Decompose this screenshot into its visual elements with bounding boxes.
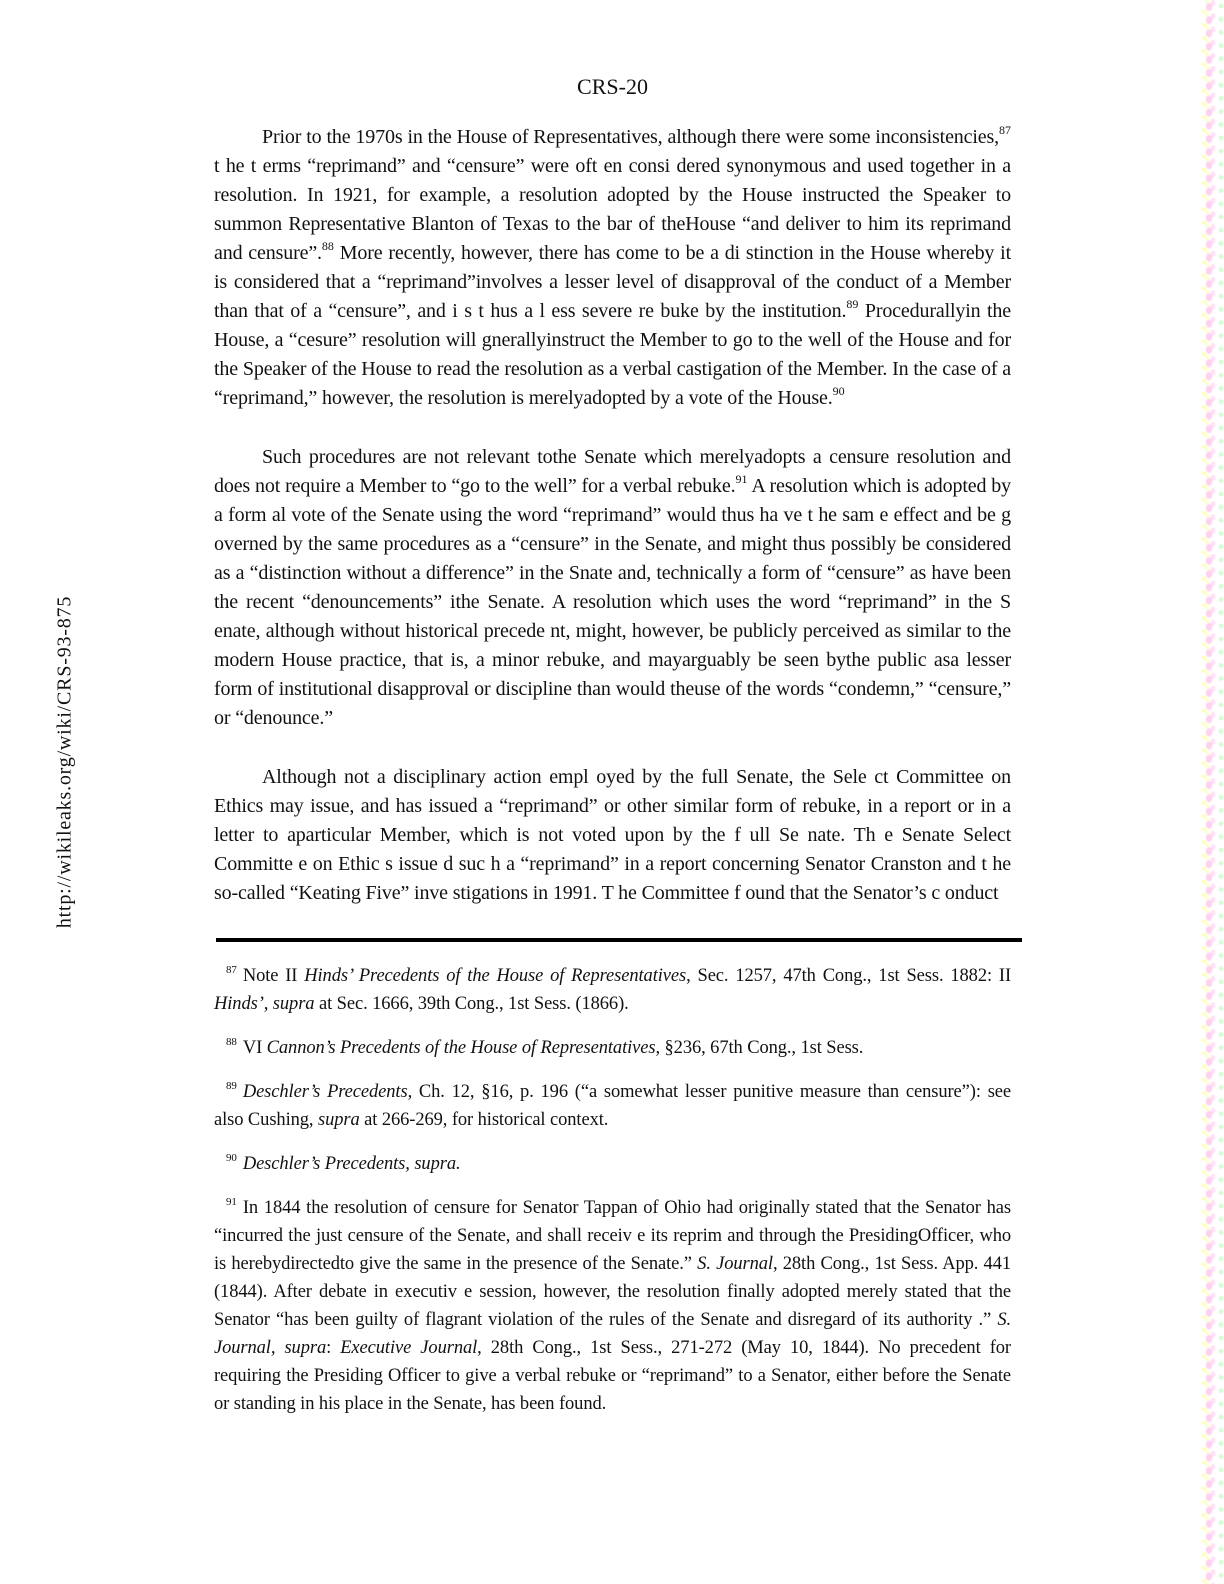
footnote [214, 1150, 1011, 1178]
footnote-number: 87 [226, 964, 237, 976]
paragraph: Such procedures are not relevant tothe Senate which merelyadopts a censure resolution and does not require a Member to “go to the well” for a verbal rebuke.$^{91}$ A resolution which is adopted by a form al vote of the Senate using the word “reprimand” would thus ha ve t he sam e effect and be g overned by the same procedures as a “censure” in the Senate, and might thus possibly be considered as a “distinction without a difference” in the Snate and, technically a form of “censure” as have been the recent “denouncements” ithe Senate. A resolution which uses the word “reprimand” in the S enate, although without historical precede nt, might, however, be publicly perceived as similar to the modern House practice, that is, a minor rebuke, and mayarguably be seen bythe public asa lesser form of institutional disapproval or discipline than would theuse of the words “condemn,” “censure,” or “denounce.” [214, 446, 1011, 729]
footnotes-section [214, 962, 1011, 1418]
italic-citation: supra [317, 1110, 360, 1130]
footnote: $^{88}$ VI Cannon’s Precedents of the House of Representatives, §236, 67th Cong., 1st Sess. [226, 1036, 864, 1058]
page-number-header: CRS-20 [577, 74, 648, 99]
wikileaks-url-vertical-text: http://wikileaks.org/wiki/CRS-93-875 [53, 595, 76, 929]
footnote-reference: 88 [321, 239, 334, 253]
italic-citation: Cannon’s Precedents of the House of Representatives [266, 1038, 656, 1058]
footnote-reference: 87 [999, 123, 1011, 137]
footnote: $^{91}$ In 1844 the resolution of censure for Senator Tappan of Ohio had originally stated that the Senator has “incurred the just censure of the Senate, and shall receiv e its reprim and through the PresidingOfficer, who is herebydirectedto give the same in the presence of the Senate.” S. Journal, 28th Cong., 1st Sess. App. 441 (1844). After debate in executiv e session, however, the resolution finally adopted merely stated that the Senator “has been guilty of flagrant violation of the rules of the Senate and disregard of its authority .” S. Journal, supra: Executive Journal, 28th Cong., 1st Sess., 271-272 (May 10, 1844). No precedent for requiring the Presiding Officer to give a verbal rebuke or “reprimand” to a Senator, either before the Senate or standing in his place in the Senate, has been found. [214, 1196, 1012, 1414]
footnote: $^{89}$ Deschler’s Precedents, Ch. 12, §16, p. 196 (“a somewhat lesser punitive measure than censure”): see also Cushing, supra at 266-269, for historical context. [214, 1080, 1012, 1130]
footnote-number: 90 [226, 1152, 237, 1164]
footnote-separator [216, 938, 1022, 942]
footnote-reference: 91 [735, 472, 748, 486]
footnote-number: 91 [226, 1196, 237, 1208]
watermark-pattern-strip [1196, 0, 1224, 1584]
italic-citation: Executive Journal [340, 1338, 478, 1358]
italic-citation: Hinds’, supra [214, 994, 315, 1014]
italic-citation: Deschler’s Precedents [242, 1082, 408, 1102]
paragraph: Although not a disciplinary action empl oyed by the full Senate, the Sele ct Committee on Ethics may issue, and has issued a “reprimand” or other similar form of rebuke, in a report or in a letter to aparticular Member, which is not voted upon by the f ull Se nate. Th e Senate Select Committe e on Ethic s issue d suc h a “reprimand” in a report concerning Senator Cranston and t he so-called “Keating Five” inve stigations in 1991. T he Committee f ound that the Senator’s c onduct [214, 766, 1011, 904]
footnote: $^{87}$ Note II Hinds’ Precedents of the House of Representatives, Sec. 1257, 47th Cong., 1st Sess. 1882: II Hinds’, supra at Sec. 1666, 39th Cong., 1st Sess. (1866). [214, 964, 1012, 1014]
italic-citation: Deschler’s Precedents, supra. [242, 1154, 461, 1174]
paragraph: Prior to the 1970s in the House of Representatives, although there were some inconsistencies,$^{87}$ t he t erms “reprimand” and “censure” were oft en consi dered synonymous and used together in a resolution. In 1921, for example, a resolution adopted by the House instructed the Speaker to summon Representative Blanton of Texas to the bar of theHouse “and deliver to him its reprimand and censure”.$^{88}$ More recently, however, there has come to be a di stinction in the House whereby it is considered that a “reprimand”involves a lesser level of disapproval of the conduct of a Member than that of a “censure”, and i s t hus a l ess severe re buke by the institution.$^{89}$ Procedurallyin the House, a “cesure” resolution will gnerallyinstruct the Member to go to the well of the House and for the Speaker of the House to read the resolution as a verbal castigation of the Member. In the case of a “reprimand,” however, the resolution is merelyadopted by a vote of the House.$^{90}$ [214, 123, 1012, 409]
footnote-number: 88 [226, 1036, 237, 1048]
italic-citation: Hinds’ Precedents of the House of Representatives [304, 966, 687, 986]
footnote-number: 89 [226, 1080, 237, 1092]
italic-citation: S. Journal [697, 1254, 773, 1274]
footnote-reference: 89 [846, 297, 859, 311]
page-content [214, 72, 1011, 1434]
footnote-reference: 90 [832, 384, 845, 398]
italic-citation: S. Journal, supra [214, 1310, 1011, 1358]
body-paragraphs [214, 123, 1011, 908]
